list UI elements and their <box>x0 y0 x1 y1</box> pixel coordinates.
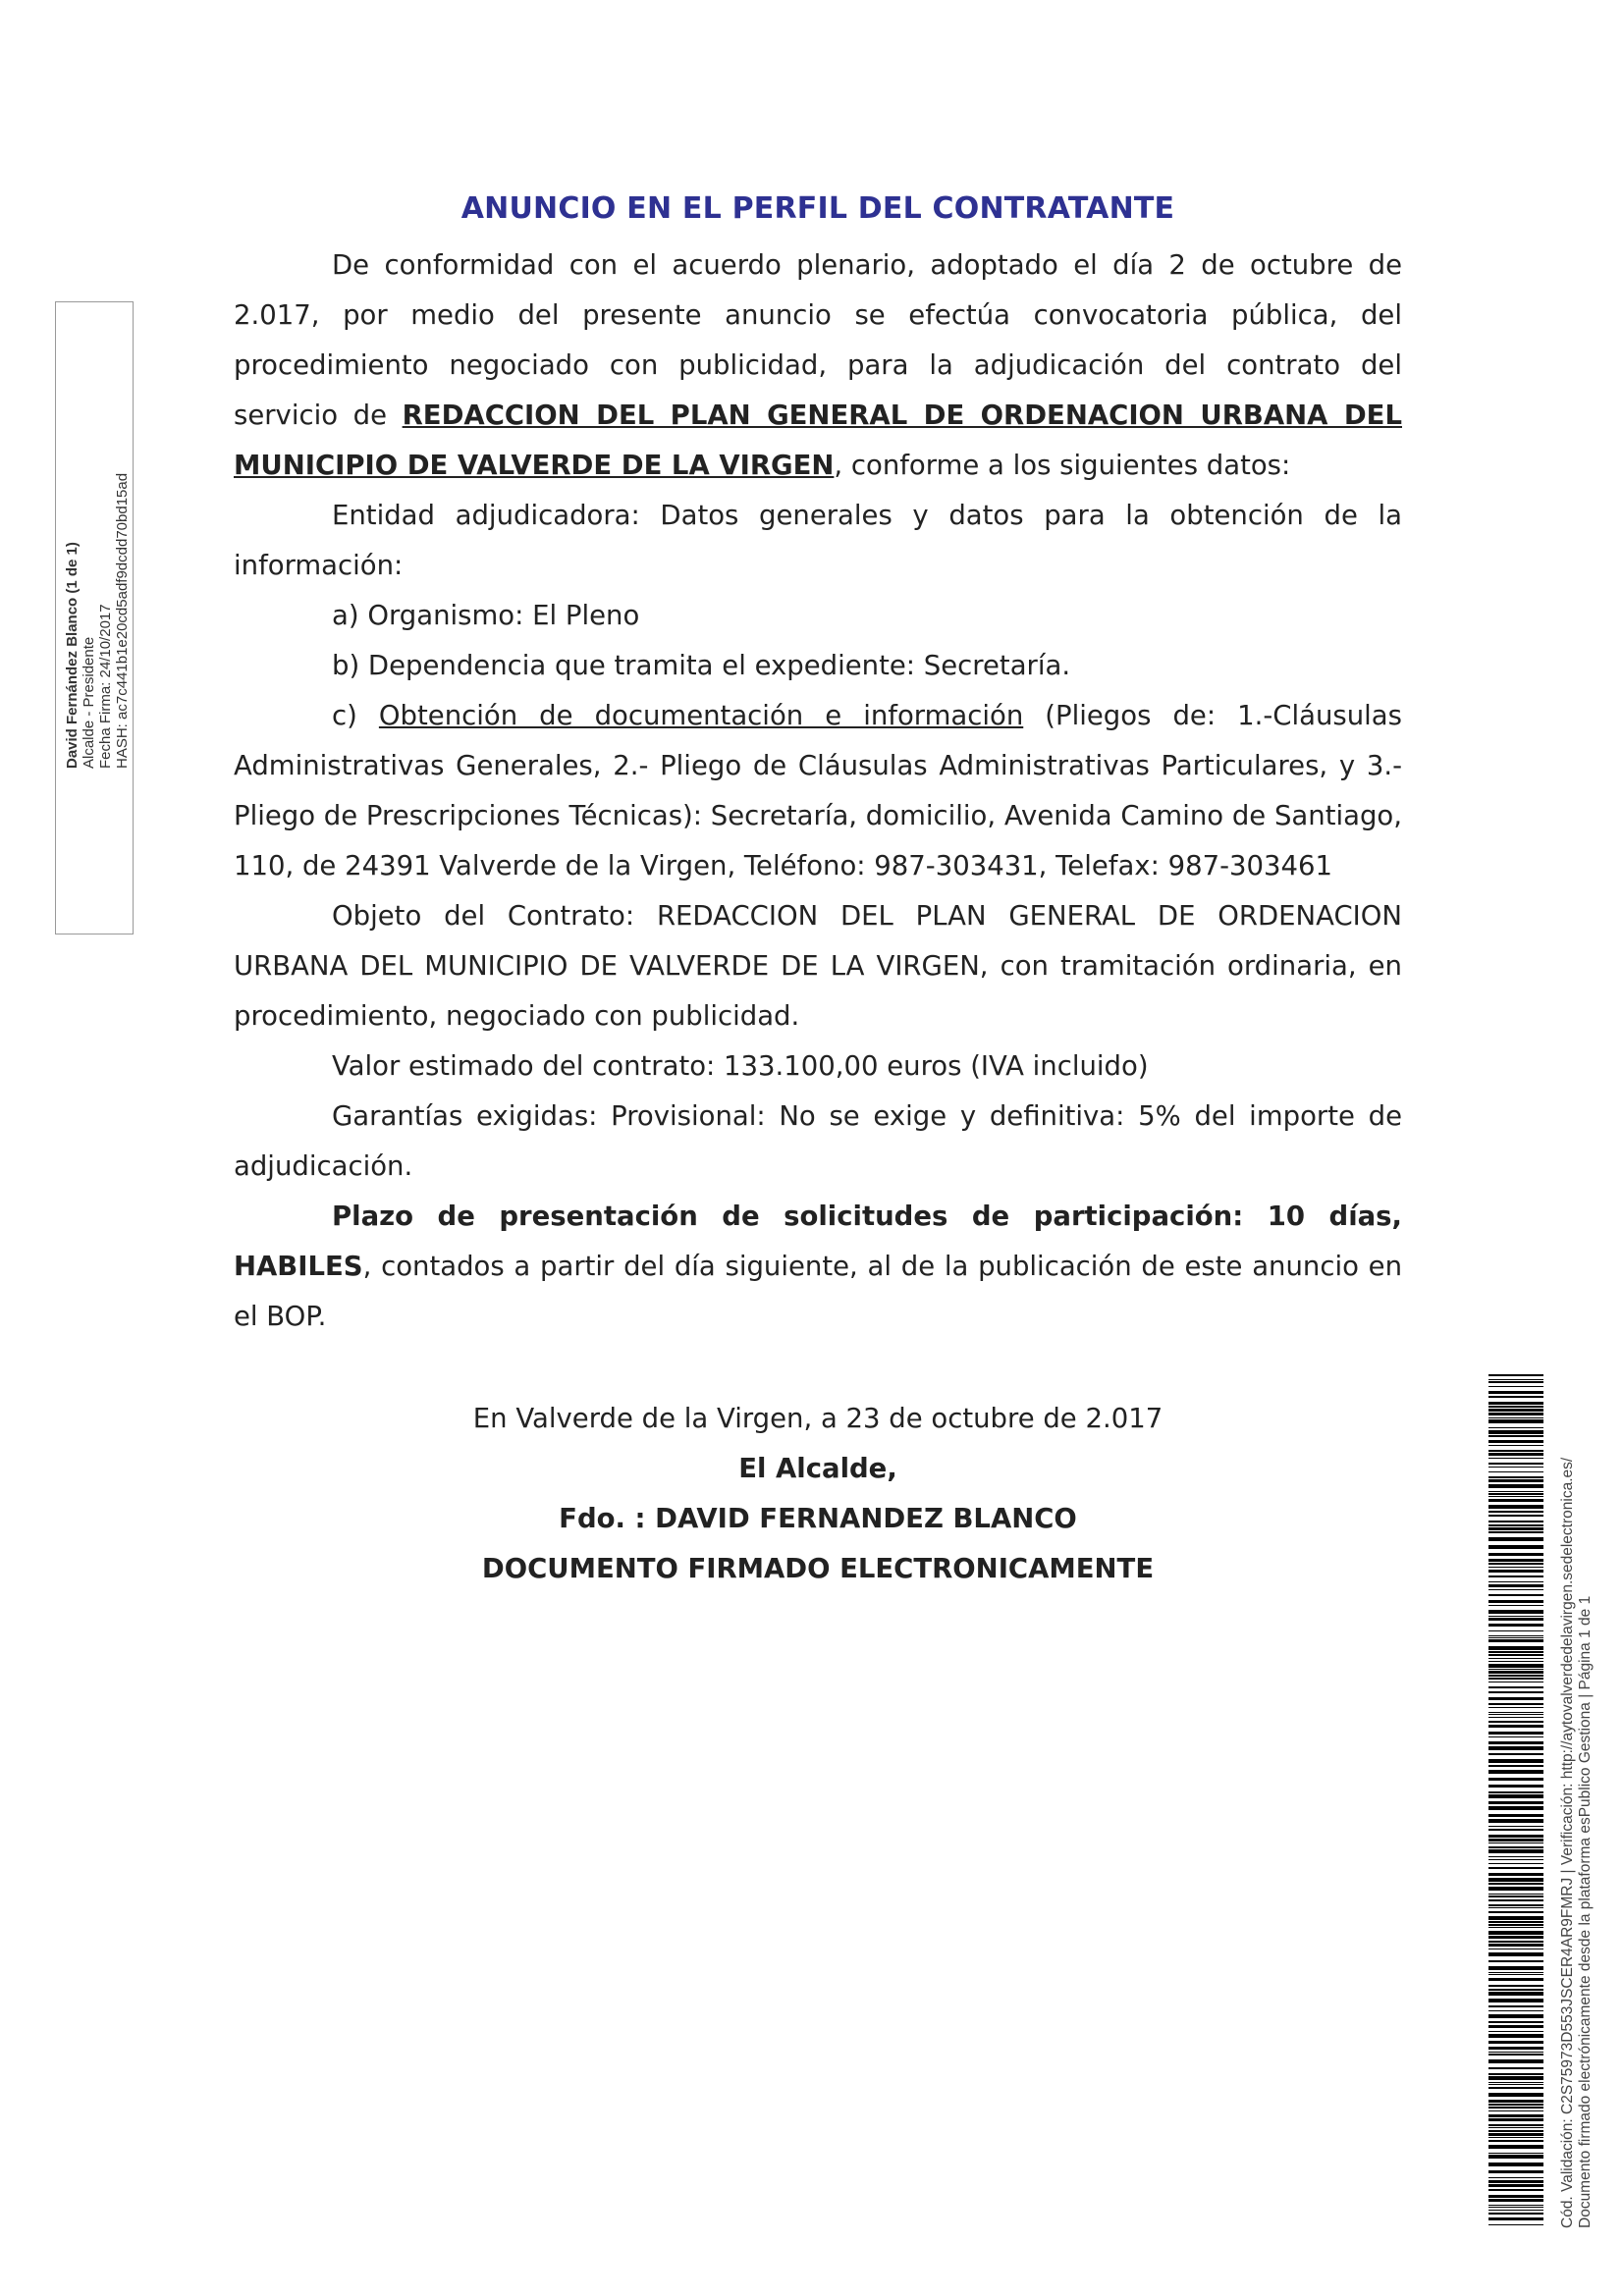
verification-code: Cód. Validación: C2S75973D553JSCER4AR9FMRJ | Verificación: http://aytovalverdedelavirgen.sedelectronica.es/ <box>1559 1457 1576 2228</box>
paragraph-organismo: a) Organismo: El Pleno <box>332 600 640 631</box>
signed-by: Fdo. : DAVID FERNANDEZ BLANCO <box>559 1503 1077 1534</box>
paragraph-objeto: Objeto del Contrato: REDACCION DEL PLAN GENERAL DE ORDENACION URBANA DEL MUNICIPIO DE VALVERDE DE LA VIRGEN, con tramitación ordinaria, en procedimiento, negociado con publicidad. <box>234 900 1402 1032</box>
paragraph-valor: Valor estimado del contrato: 133.100,00 euros (IVA incluido) <box>332 1050 1149 1082</box>
obtencion-heading: Obtención de documentación e información <box>378 700 1024 731</box>
signer-role-closing: El Alcalde, <box>738 1453 897 1484</box>
document-body <box>234 240 1402 1342</box>
verification-platform: Documento firmado electrónicamente desde la plataforma esPublico Gestiona | Página 1 de 1 <box>1577 1595 1594 2228</box>
place-date: En Valverde de la Virgen, a 23 de octubre de 2.017 <box>472 1403 1163 1434</box>
intro-tail: , conforme a los siguientes datos: <box>834 450 1291 481</box>
electronic-signature-note: DOCUMENTO FIRMADO ELECTRONICAMENTE <box>481 1553 1155 1584</box>
contract-service-name: REDACCION DEL PLAN GENERAL DE ORDENACION URBANA DEL MUNICIPIO DE VALVERDE DE LA VIRGEN <box>234 400 1402 481</box>
paragraph-intro <box>234 240 1402 491</box>
verification-text <box>1559 1458 1595 2228</box>
closing-block <box>234 1394 1402 1594</box>
signature-stamp-box <box>55 301 134 934</box>
plazo-text: , contados a partir del día siguiente, al de la publicación de este anuncio en el BOP. <box>234 1251 1402 1332</box>
intro-text: De conformidad con el acuerdo plenario, adoptado el día 2 de octubre de 2.017, por medio del presente anuncio se efectúa convocatoria pública, del procedimiento negociado con publicidad, para la adjudicación del contrato del servicio de <box>234 249 1402 431</box>
paragraph-garantias: Garantías exigidas: Provisional: No se exige y definitiva: 5% del importe de adjudicación. <box>234 1100 1402 1182</box>
paragraph-plazo <box>234 1192 1402 1342</box>
paragraph-obtencion <box>234 691 1402 891</box>
signer-role: Alcalde - Presidente <box>81 636 97 769</box>
signer-name: David Fernández Blanco (1 de 1) <box>64 542 81 769</box>
signature-stamp-text <box>64 473 131 769</box>
barcode-icon <box>1488 1374 1543 2228</box>
obtencion-text: (Pliegos de: 1.-Cláusulas Administrativas Generales, 2.- Pliego de Cláusulas Administrativas Particulares, y 3.- Pliego de Prescripciones Técnicas): Secretaría, domicilio, Avenida Camino de Santiago, 110, de 24391 Valverde de la Virgen, Teléfono: 987-303431, Telefax: 987-303461 <box>234 700 1402 881</box>
obtencion-prefix: c) <box>332 700 379 731</box>
plazo-heading: Plazo de presentación de solicitudes de participación: 10 días, HABILES <box>234 1201 1402 1282</box>
signature-date: Fecha Firma: 24/10/2017 <box>97 604 114 769</box>
signature-hash: HASH: ac7c441b1e20cd5adf9dcdd70bd15ad <box>114 472 131 769</box>
paragraph-entity: Entidad adjudicadora: Datos generales y datos para la obtención de la información: <box>234 500 1402 581</box>
paragraph-dependencia: b) Dependencia que tramita el expediente: Secretaría. <box>332 650 1071 681</box>
document-title: ANUNCIO EN EL PERFIL DEL CONTRATANTE <box>460 191 1175 226</box>
